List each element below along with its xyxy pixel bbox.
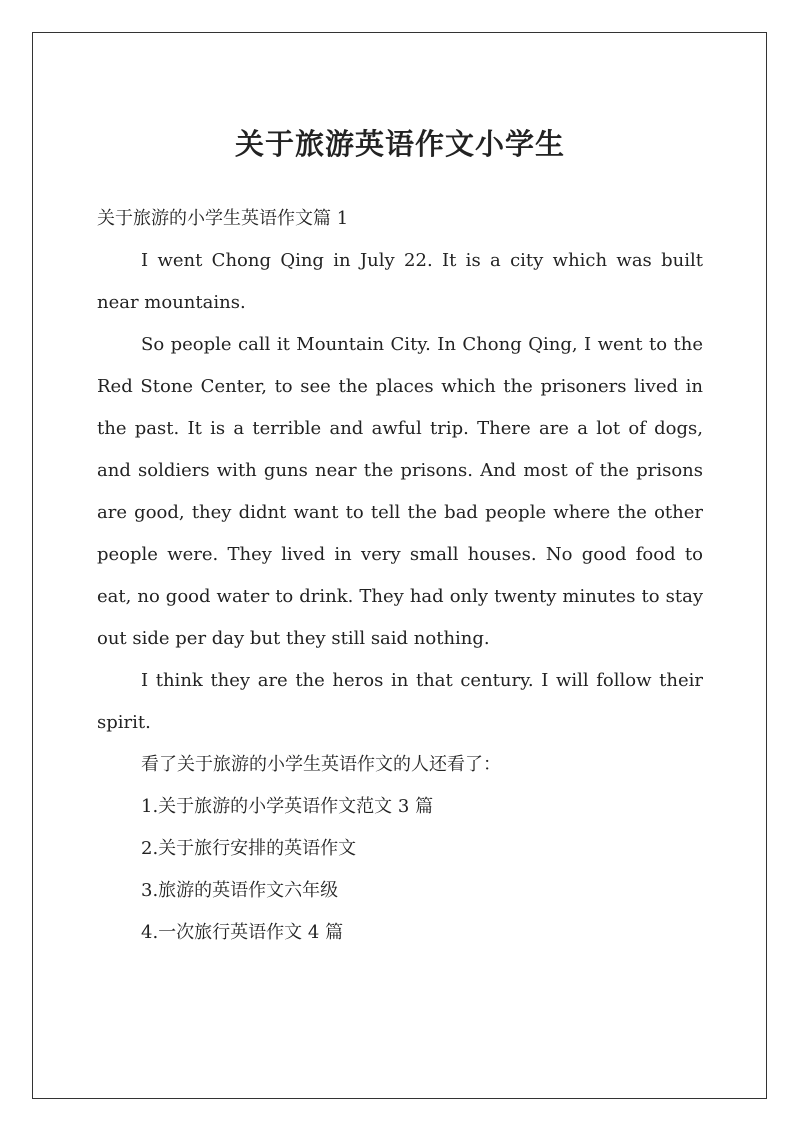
body-paragraph: I went Chong Qing in July 22. It is a city which was built near mountains. — [97, 250, 703, 313]
related-link[interactable]: 3.旅游的英语作文六年级 — [141, 880, 339, 901]
body-paragraph: So people call it Mountain City. In Chong Qing, I went to the Red Stone Center, to see the places which the prisoners lived in the past. It is a terrible and awful trip. There are a lot of dogs, and soldiers with guns near the prisons. And most of the prisons are good, they didnt want to tell the bad people where the other people were. They lived in very small houses. No good food to eat, no good water to drink. They had only twenty minutes to stay out side per day but they still said nothing. — [97, 334, 703, 649]
document-title: 关于旅游英语作文小学生 — [234, 127, 565, 161]
section-heading: 关于旅游的小学生英语作文篇 1 — [97, 208, 349, 229]
document-body — [97, 198, 703, 954]
related-link[interactable]: 1.关于旅游的小学英语作文范文 3 篇 — [141, 796, 434, 817]
related-link[interactable]: 4.一次旅行英语作文 4 篇 — [141, 922, 344, 943]
related-link[interactable]: 2.关于旅行安排的英语作文 — [141, 838, 357, 859]
related-heading: 看了关于旅游的小学生英语作文的人还看了： — [141, 754, 501, 775]
body-paragraph: I think they are the heros in that century. I will follow their spirit. — [97, 670, 703, 733]
